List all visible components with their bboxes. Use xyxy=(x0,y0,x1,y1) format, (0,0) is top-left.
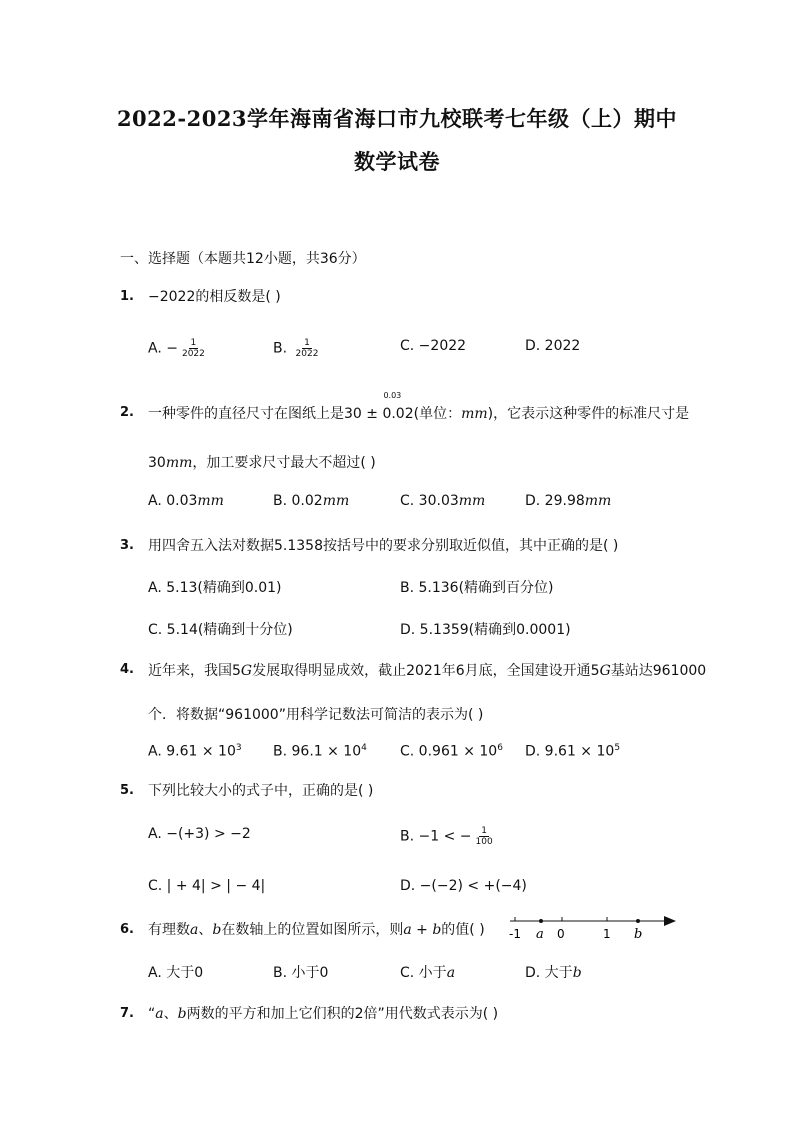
option-d: D. 5.1359(精确到0.0001) xyxy=(400,622,571,638)
text-segment: )，它表示这种零件的标准尺寸是 xyxy=(487,406,690,422)
denominator: 2022 xyxy=(295,349,319,359)
math-symbol: b xyxy=(177,1006,187,1022)
question-text xyxy=(148,660,706,680)
numerator: 1 xyxy=(481,826,487,836)
math-symbol: a xyxy=(155,1006,164,1022)
math-symbol: a xyxy=(446,965,456,981)
text-segment: 两数的平方和加上它们积的2倍”用代数式表示为( ) xyxy=(186,1006,499,1022)
option-text: C. 30.03 xyxy=(400,493,459,509)
numerator: 1 xyxy=(304,338,310,348)
option-d xyxy=(525,493,611,509)
text-segment: “ xyxy=(148,1006,156,1022)
text-segment: 、 xyxy=(198,922,213,938)
exponent: 5 xyxy=(614,743,621,753)
question-text: −2022的相反数是( ) xyxy=(148,289,281,305)
question-number: 4. xyxy=(120,662,134,677)
text-segment: + xyxy=(411,922,433,938)
math-symbol: G xyxy=(240,663,253,679)
point-a xyxy=(539,919,543,923)
option-d xyxy=(525,962,582,982)
tolerance xyxy=(382,391,414,422)
question-number: 2. xyxy=(120,405,134,420)
question-number: 7. xyxy=(120,1006,134,1021)
option-a: A. 5.13(精确到0.01) xyxy=(148,580,282,596)
section-heading: 一、选择题（本题共12小题，共36分） xyxy=(120,251,366,267)
question-text xyxy=(148,391,690,423)
text-segment: (单位： xyxy=(413,406,462,422)
tolerance-lower: 0.02 xyxy=(382,406,414,422)
question-text xyxy=(148,1003,498,1023)
option-text: C. 小于 xyxy=(400,965,447,981)
math-symbol: b xyxy=(572,965,582,981)
math-symbol: a xyxy=(190,922,199,938)
question-number: 6. xyxy=(120,922,134,937)
math-symbol: G xyxy=(599,663,611,679)
exponent: 3 xyxy=(235,743,242,753)
math-symbol: b xyxy=(432,922,442,938)
number-line-figure xyxy=(508,912,678,942)
axis-arrow-icon xyxy=(664,916,676,926)
option-c xyxy=(400,962,455,982)
text-segment: 、 xyxy=(163,1006,178,1022)
option-b: B. 5.136(精确到百分位) xyxy=(400,580,554,596)
option-text: A. 0.03 xyxy=(148,493,198,509)
denominator: 2022 xyxy=(181,349,205,359)
text-segment: 在数轴上的位置如图所示，则 xyxy=(221,922,404,938)
unit: mm xyxy=(165,455,193,471)
option-d: D. −(−2) < +(−4) xyxy=(400,878,527,894)
option-label: B. xyxy=(273,340,292,357)
unit: mm xyxy=(584,493,612,509)
exponent: 6 xyxy=(497,743,503,753)
fraction xyxy=(474,826,495,847)
question-text-line2 xyxy=(148,452,376,472)
option-a: A. −(+3) > −2 xyxy=(148,826,251,842)
option-c: C. −2022 xyxy=(400,338,467,354)
option-text: B. 96.1 × 10 xyxy=(273,743,362,760)
question-number: 5. xyxy=(120,783,134,798)
option-c xyxy=(400,493,485,509)
option-text: C. 0.961 × 10 xyxy=(400,743,498,760)
option-a xyxy=(148,493,224,509)
option-text: B. 0.02 xyxy=(273,493,323,509)
option-text: A. 9.61 × 10 xyxy=(148,743,236,760)
option-b xyxy=(400,826,497,847)
numerator: 1 xyxy=(190,338,197,348)
document-title-line2: 数学试卷 xyxy=(354,149,440,174)
text-segment: ，加工要求尺寸最大不超过( ) xyxy=(192,455,376,471)
option-text: B. −1 < − xyxy=(400,828,472,845)
text-segment: 近年来，我国5 xyxy=(148,663,241,679)
axis-label: b xyxy=(634,927,643,942)
question-number: 1. xyxy=(120,289,134,304)
unit: mm xyxy=(322,493,350,509)
unit: mm xyxy=(461,406,488,422)
denominator: 100 xyxy=(475,837,493,847)
document-title-line1: 2022-2023学年海南省海口市九校联考七年级（上）期中 xyxy=(116,106,678,131)
text-segment: 有理数 xyxy=(148,922,190,938)
math-symbol: b xyxy=(212,922,222,938)
option-b xyxy=(273,493,349,509)
math-symbol: a xyxy=(403,922,412,938)
text-segment: 的值( ) xyxy=(441,922,485,938)
text-segment: 30 xyxy=(148,455,166,471)
option-a xyxy=(148,743,242,760)
question-text xyxy=(148,919,485,939)
option-a xyxy=(148,338,209,359)
unit: mm xyxy=(458,493,486,509)
axis-label: a xyxy=(536,927,544,942)
option-text: D. 29.98 xyxy=(525,493,585,509)
option-c: C. | + 4| > | − 4| xyxy=(148,878,266,894)
option-b xyxy=(273,338,322,359)
option-label: A. − xyxy=(148,340,178,357)
option-text: D. 大于 xyxy=(525,965,573,981)
exponent: 4 xyxy=(361,743,367,753)
option-d: D. 2022 xyxy=(525,338,581,354)
option-c xyxy=(400,743,503,760)
tolerance-upper: 0.03 xyxy=(383,391,402,400)
option-c: C. 5.14(精确到十分位) xyxy=(148,622,293,638)
axis-label: 0 xyxy=(557,927,565,941)
unit: mm xyxy=(197,493,224,509)
question-text: 用四舍五入法对数据5.1358按括号中的要求分别取近似值，其中正确的是( ) xyxy=(148,538,619,554)
fraction xyxy=(294,338,321,359)
option-b: B. 小于0 xyxy=(273,965,329,981)
question-number: 3. xyxy=(120,538,134,553)
option-d xyxy=(525,743,620,760)
text-segment: 基站达961000 xyxy=(610,663,707,679)
option-a: A. 大于0 xyxy=(148,965,204,981)
text-segment: 发展取得明显成效，截止2021年6月底，全国建设开通5 xyxy=(252,663,600,679)
question-text: 下列比较大小的式子中，正确的是( ) xyxy=(148,783,374,799)
question-text-line2: 个．将数据“961000”用科学记数法可简洁的表示为( ) xyxy=(148,707,484,723)
axis-label: -1 xyxy=(509,927,521,941)
option-b xyxy=(273,743,367,760)
fraction xyxy=(180,338,207,359)
axis-label: 1 xyxy=(603,927,611,941)
point-b xyxy=(636,919,640,923)
text-segment: 一种零件的直径尺寸在图纸上是30 ± xyxy=(148,406,378,422)
option-text: D. 9.61 × 10 xyxy=(525,743,615,760)
